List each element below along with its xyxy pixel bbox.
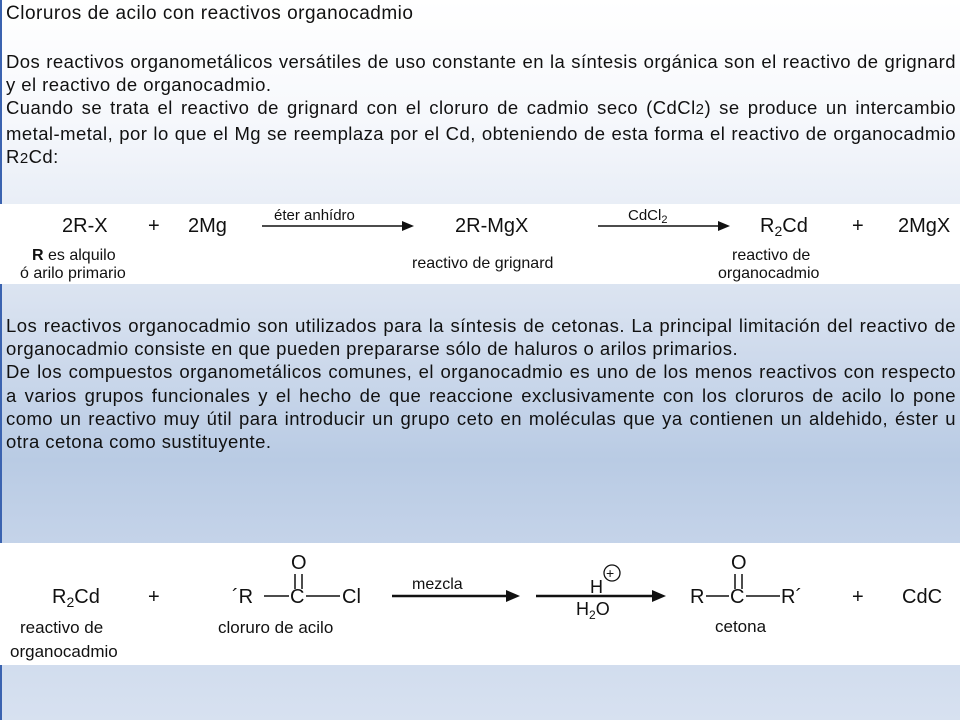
- organocadmio-label-2: organocadmio: [718, 265, 820, 282]
- acyl-oxygen: O: [291, 552, 307, 574]
- r-note-line2: ó arilo primario: [20, 265, 126, 282]
- page-title: Cloruros de acilo con reactivos organocadmio: [6, 3, 414, 24]
- intro-paragraph: [6, 50, 956, 170]
- acyl-chlorine: Cl: [342, 586, 361, 608]
- ketone-r2: R´: [781, 586, 803, 608]
- intro-text-b: Cuando se trata el reactivo de grignard con el cloruro de cadmio seco (CdCl2) se produce un intercambio metal-metal, por lo que el Mg se reemplaza por el Cd, obteniendo de esta forma el reactivo de organocadmio R2Cd:: [6, 97, 956, 167]
- arrow-head-acid: [652, 590, 666, 602]
- label-reactivo-de: reactivo de: [20, 618, 104, 637]
- label-organocadmio: organocadmio: [10, 642, 118, 661]
- arrow-label-cdcl2: CdCl$_2$: [628, 207, 668, 226]
- cetonas-paragraph: [6, 314, 956, 453]
- acyl-carbon: C: [290, 586, 305, 608]
- product-r2cd: $R_2Cd$: [760, 215, 808, 239]
- arrow-label-mezcla: mezcla: [412, 576, 463, 593]
- label-cetona: cetona: [715, 617, 767, 636]
- arrow-head-2: [718, 221, 730, 231]
- label-cloruro-de-acilo: cloruro de acilo: [218, 618, 334, 637]
- acyl-r: ´R: [232, 586, 254, 608]
- proton-h: H: [590, 577, 603, 597]
- plus-sign: +: [148, 586, 160, 608]
- cetonas-text-a: Los reactivos organocadmio son utilizados para la síntesis de cetonas. La principal limitación del reactivo de organocadmio consiste en que pueden prepararse sólo de haluros o arilos primarios.: [6, 315, 956, 360]
- product-mgx: 2MgX: [898, 215, 951, 237]
- reactant-2rx: 2R-X: [62, 215, 108, 237]
- ketone-oxygen: O: [731, 552, 747, 574]
- arrow-label-eter: éter anhídro: [274, 207, 355, 224]
- product-cdcl: CdC: [902, 586, 943, 608]
- arrow-head-1: [402, 221, 414, 231]
- plus-sign: +: [148, 215, 160, 237]
- grignard-reaction-scheme: [0, 204, 960, 284]
- ketone-carbon: C: [730, 586, 745, 608]
- r-note-line1: R es alquilo: [32, 247, 116, 264]
- positive-charge-sign: +: [606, 565, 615, 581]
- ketone-synthesis-scheme: [0, 543, 960, 665]
- water-label: $H_2O$: [576, 599, 610, 622]
- cetonas-text-b: De los compuestos organometálicos comunes, el organocadmio es uno de los menos reactivos con respecto a varios grupos funcionales y el hecho de que reaccione exclusivamente con los cloruros de acilo lo pone como un reactivo muy útil para introducir un grupo ceto en moléculas que ya contienen un aldehido, éster u otra cetona como sustituyente.: [6, 361, 956, 453]
- reactant-r2cd: $R_2Cd$: [52, 586, 100, 610]
- ketone-r: R: [690, 586, 705, 608]
- intermediate-rmgx: 2R-MgX: [455, 215, 529, 237]
- grignard-label: reactivo de grignard: [412, 255, 554, 272]
- intro-text-a: Dos reactivos organometálicos versátiles de uso constante en la síntesis orgánica son el reactivo de grignard y el reactivo de organocadmio.: [6, 51, 956, 96]
- reactant-2mg: 2Mg: [188, 215, 227, 237]
- plus-sign: +: [852, 215, 864, 237]
- plus-sign: +: [852, 586, 864, 608]
- organocadmio-label-1: reactivo de: [732, 247, 811, 264]
- arrow-head-mezcla: [506, 590, 520, 602]
